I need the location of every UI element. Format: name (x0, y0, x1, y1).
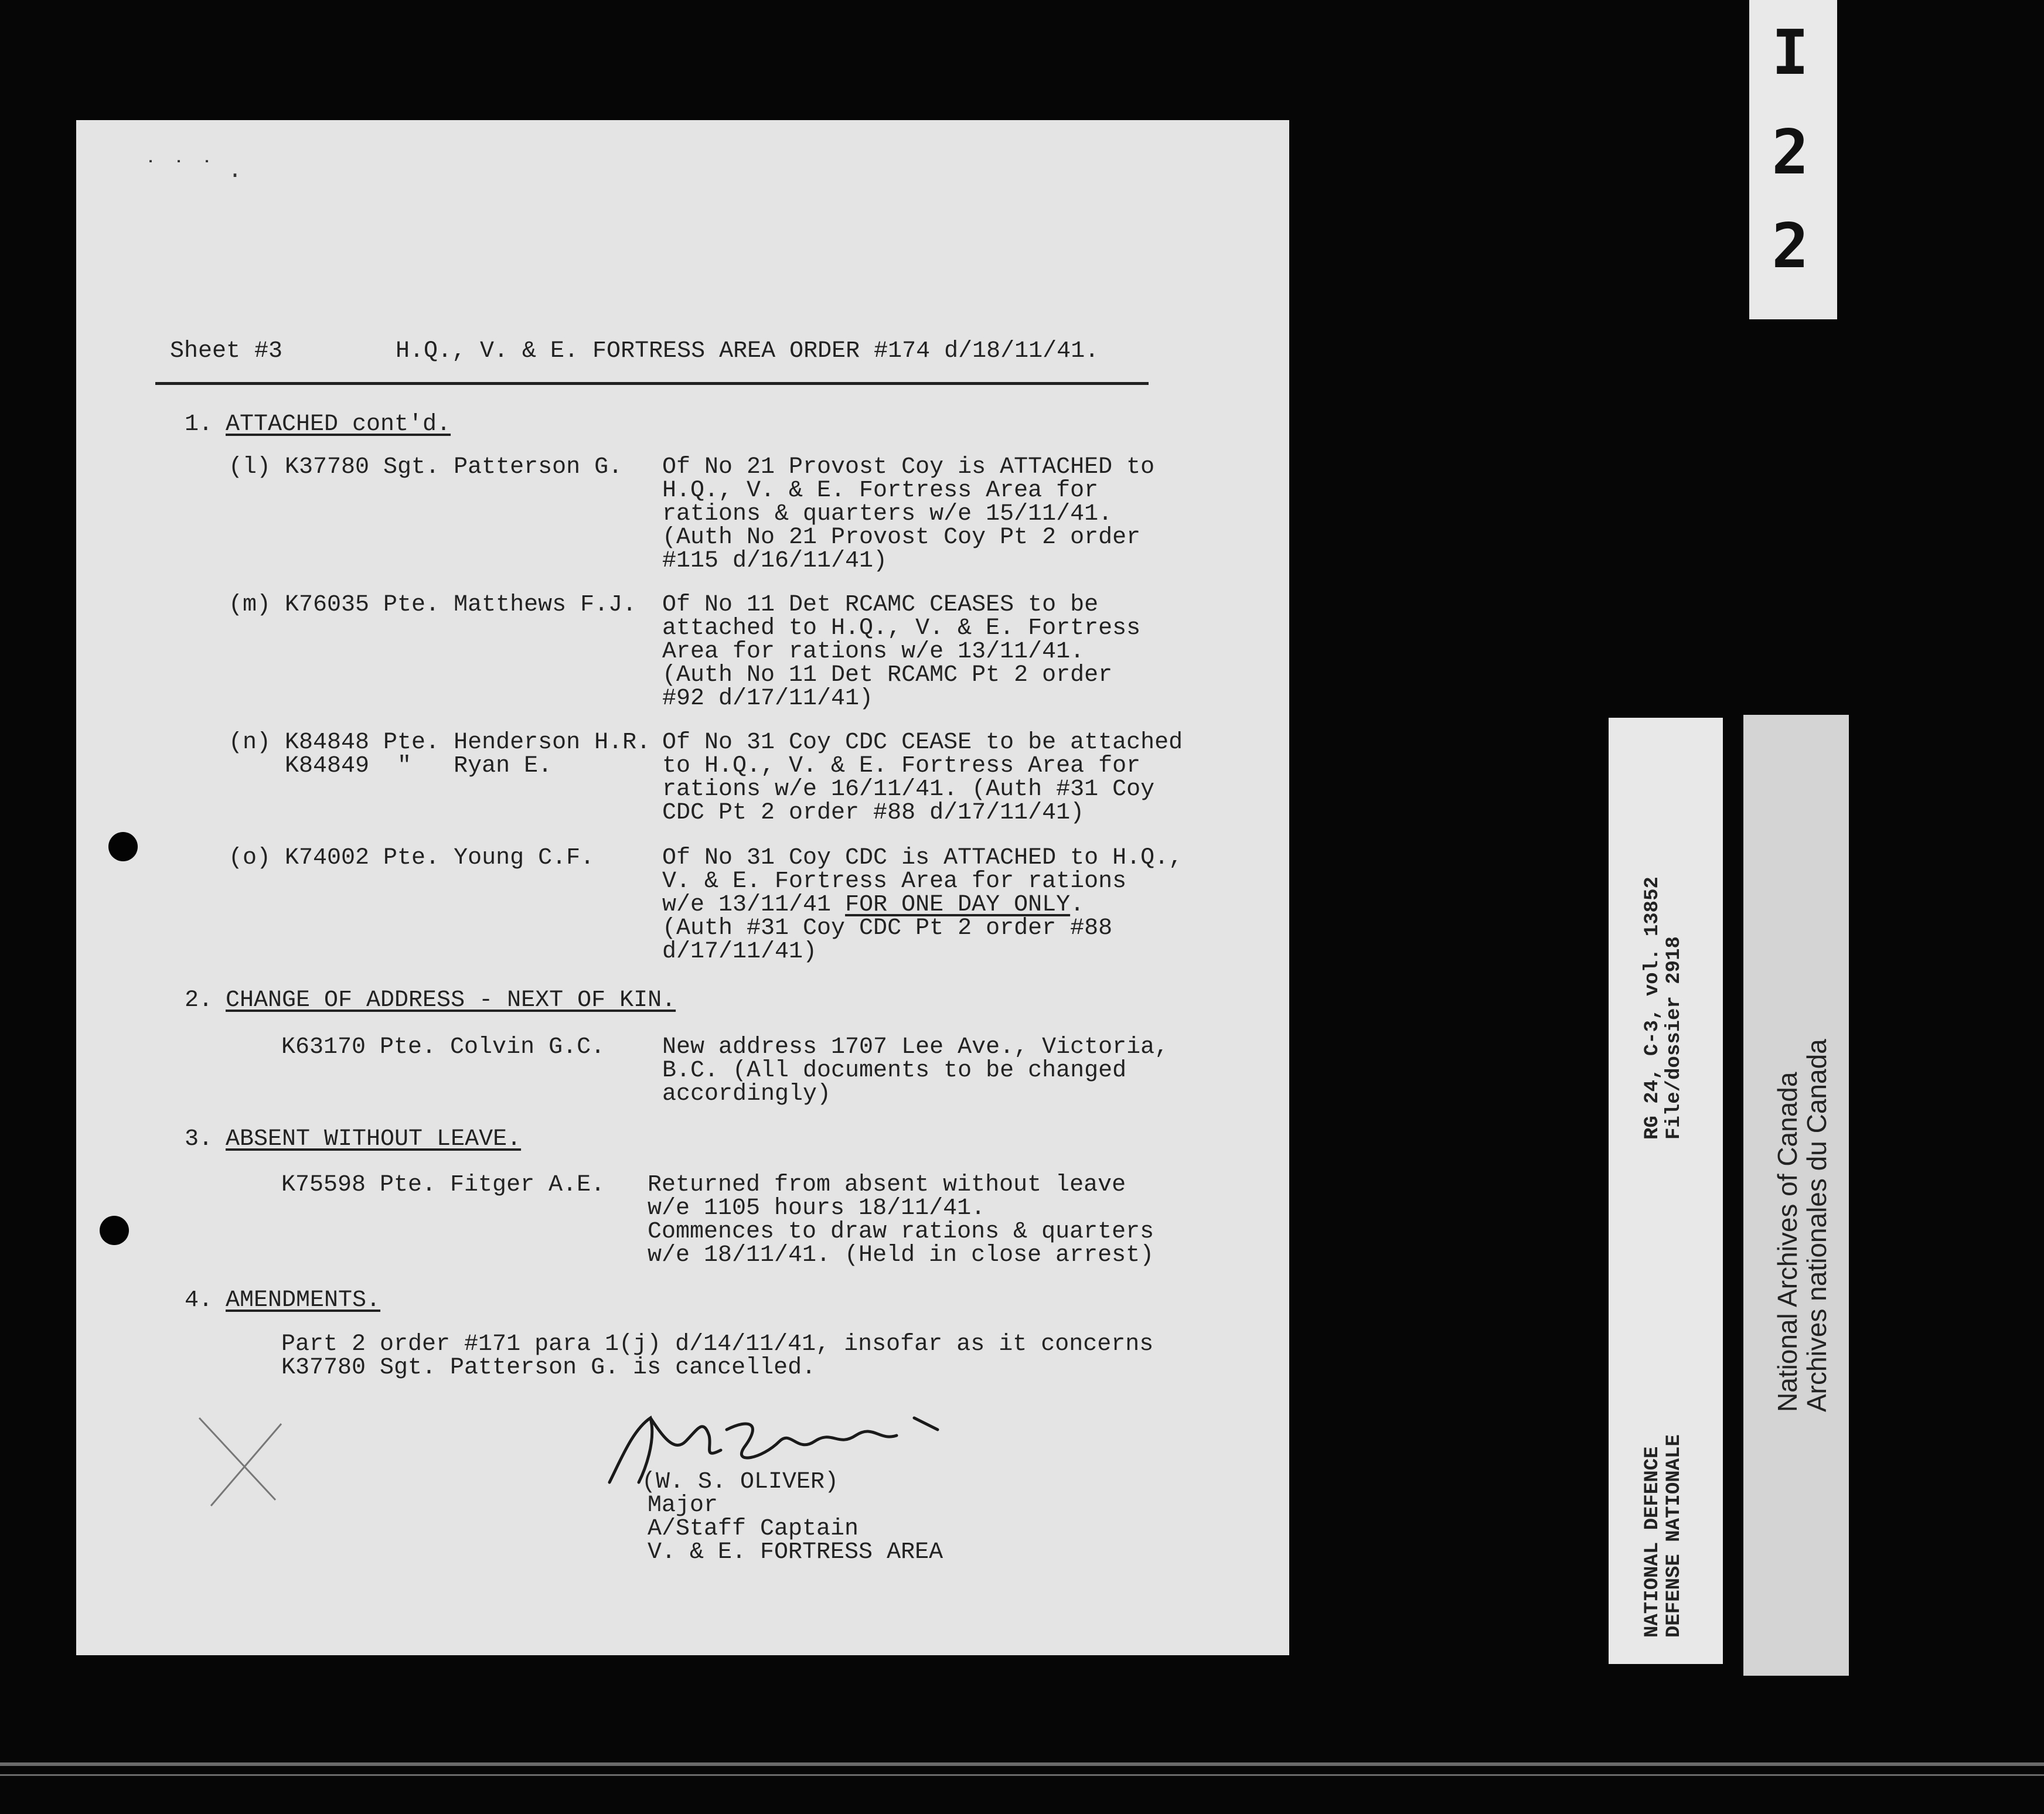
entry-o-line: (Auth #31 Coy CDC Pt 2 order #88 (662, 915, 1113, 942)
entry-m-line: Area for rations w/e 13/11/41. (662, 639, 1085, 665)
entry-m-line: (Auth No 11 Det RCAMC Pt 2 order (662, 662, 1113, 688)
entry-m-line: Of No 11 Det RCAMC CEASES to be (662, 592, 1099, 618)
archive-reference-stamp (1609, 718, 1723, 1664)
film-edge-line (0, 1774, 2044, 1776)
entry-l-line: #115 d/16/11/41) (662, 548, 888, 574)
entry-m-line: attached to H.Q., V. & E. Fortress (662, 615, 1141, 642)
archives-name-en: National Archives of Canada (1772, 1072, 1803, 1412)
entry-m-label: (m) K76035 Pte. Matthews F.J. (229, 592, 637, 618)
entry-n-label: (n) K84848 Pte. Henderson H.R. (229, 729, 651, 756)
entry-l-line: rations & quarters w/e 15/11/41. (662, 501, 1113, 527)
entry-m-line: #92 d/17/11/41) (662, 686, 874, 712)
entry-address-line: New address 1707 Lee Ave., Victoria, (662, 1034, 1169, 1061)
amendment-line: K37780 Sgt. Patterson G. is cancelled. (281, 1355, 816, 1381)
entry-awol-line: w/e 1105 hours 18/11/41. (648, 1195, 986, 1222)
reference-line-2: File/dossier 2918 (1663, 936, 1685, 1140)
entry-o-line: d/17/11/41) (662, 939, 817, 965)
entry-awol-label: K75598 Pte. Fitger A.E. (281, 1172, 605, 1198)
paper-speck: ˙ ˙ ˙ . (144, 158, 243, 185)
entry-o-line: Of No 31 Coy CDC is ATTACHED to H.Q., (662, 845, 1183, 871)
film-edge-line (0, 1762, 2044, 1766)
entry-o-line-3 (662, 894, 1084, 917)
punch-hole (100, 1216, 129, 1245)
entry-l-label: (l) K37780 Sgt. Patterson G. (229, 454, 623, 480)
signatory-appointment: A/Staff Captain (648, 1516, 859, 1542)
entry-o-label: (o) K74002 Pte. Young C.F. (229, 845, 595, 871)
signatory-name: (W. S. OLIVER) (642, 1469, 839, 1495)
entry-address-line: B.C. (All documents to be changed (662, 1058, 1127, 1084)
national-archives-stamp (1743, 715, 1849, 1676)
archives-name-fr: Archives nationales du Canada (1801, 1039, 1832, 1412)
department-line-2: DEFENSE NATIONALE (1663, 1434, 1685, 1638)
entry-l-line: H.Q., V. & E. Fortress Area for (662, 478, 1099, 504)
entry-o-line: V. & E. Fortress Area for rations (662, 868, 1127, 895)
section-heading-change-of-address: CHANGE OF ADDRESS - NEXT OF KIN. (226, 987, 676, 1014)
entry-l-line: Of No 21 Provost Coy is ATTACHED to (662, 454, 1155, 480)
order-title: H.Q., V. & E. FORTRESS AREA ORDER #174 d/18/11/41. (396, 338, 1099, 364)
amendment-line: Part 2 order #171 para 1(j) d/14/11/41, insofar as it concerns (281, 1331, 1154, 1358)
frame-counter-strip (1749, 0, 1837, 319)
entry-n-line: to H.Q., V. & E. Fortress Area for (662, 753, 1141, 779)
entry-awol-line: Commences to draw rations & quarters (648, 1219, 1154, 1245)
sheet-number: Sheet #3 (170, 338, 283, 364)
section-number: 3. (185, 1126, 213, 1152)
frame-mark-3: 2 (1772, 210, 1809, 282)
signatory-rank: Major (648, 1492, 718, 1519)
section-heading-attached: ATTACHED cont'd. (226, 411, 451, 438)
entry-address-line: accordingly) (662, 1081, 832, 1107)
entry-awol-line: Returned from absent without leave (648, 1172, 1126, 1198)
entry-l-line: (Auth No 21 Provost Coy Pt 2 order (662, 524, 1141, 551)
entry-n-line: rations w/e 16/11/41. (Auth #31 Coy (662, 776, 1155, 803)
entry-o-emphasis: FOR ONE DAY ONLY (845, 892, 1071, 918)
entry-o-period: . (1070, 892, 1085, 918)
section-number: 4. (185, 1287, 213, 1314)
section-heading-amendments: AMENDMENTS. (226, 1287, 381, 1314)
frame-mark-1: I (1772, 17, 1809, 88)
reference-line-1: RG 24, C-3, vol. 13852 (1641, 877, 1664, 1140)
section-number: 1. (185, 411, 213, 438)
frame-mark-2: 2 (1772, 117, 1809, 188)
entry-n-line: CDC Pt 2 order #88 d/17/11/41) (662, 800, 1085, 826)
entry-n-line: Of No 31 Coy CDC CEASE to be attached (662, 729, 1183, 756)
punch-hole (108, 832, 138, 861)
section-number: 2. (185, 987, 213, 1014)
entry-awol-line: w/e 18/11/41. (Held in close arrest) (648, 1242, 1154, 1269)
entry-o-date: w/e 13/11/41 (662, 892, 846, 918)
header-rule (155, 382, 1149, 385)
pencil-cross-mark (188, 1400, 305, 1518)
entry-n-label-2: K84849 " Ryan E. (229, 753, 553, 779)
signatory-unit: V. & E. FORTRESS AREA (648, 1539, 943, 1566)
entry-address-label: K63170 Pte. Colvin G.C. (281, 1034, 605, 1061)
section-heading-awol: ABSENT WITHOUT LEAVE. (226, 1126, 522, 1152)
department-line-1: NATIONAL DEFENCE (1641, 1446, 1664, 1638)
